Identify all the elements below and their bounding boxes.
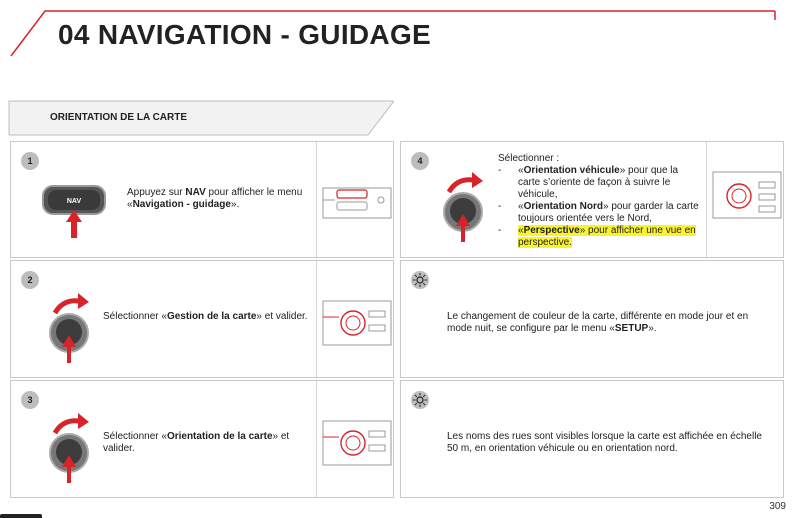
chapter-title: 04 NAVIGATION - GUIDAGE (58, 19, 432, 50)
tip-card-2 (400, 380, 784, 498)
radio-panel-thumbnail (706, 142, 783, 257)
corner-tab (0, 514, 42, 518)
section-heading (8, 100, 394, 136)
step-text (498, 153, 703, 249)
tip-icon (411, 271, 429, 289)
tip-card-1 (400, 260, 784, 378)
lightbulb-icon (411, 391, 429, 409)
section-title: ORIENTATION DE LA CARTE (50, 112, 188, 123)
step-number: 3 (21, 391, 39, 409)
radio-panel-icon (317, 142, 393, 257)
option-item: - «Orientation Nord» pour garder la carte toujours orientée vers le Nord, (498, 201, 703, 225)
option-item: - «Orientation véhicule» pour que la carte s’oriente de façon à suivre le véhicule, (498, 165, 703, 201)
chapter-header (10, 10, 776, 57)
rotary-knob-icon (439, 164, 489, 244)
step-number: 1 (21, 152, 39, 170)
tip-text: Les noms des rues sont visibles lorsque la carte est affichée en échelle 50 m, en orientation véhicule ou en orientation nord. (447, 431, 762, 454)
step-number: 4 (411, 152, 429, 170)
option-list (498, 165, 703, 249)
radio-panel-icon (317, 381, 393, 497)
step-number: 2 (21, 271, 39, 289)
radio-panel-thumbnail (316, 261, 393, 377)
nav-button-label: NAV (66, 198, 82, 205)
step-text: Sélectionner «Orientation de la carte» et valider. (103, 431, 290, 454)
option-item-highlighted: - «Perspective» pour afficher une vue en perspective. (498, 225, 703, 249)
nav-button-icon (41, 182, 111, 242)
step-text: Appuyez sur NAV pour afficher le menu «Navigation - guidage». (127, 187, 303, 210)
step-card-2 (10, 260, 394, 378)
radio-panel-icon (707, 142, 783, 257)
step-intro: Sélectionner : (498, 153, 560, 164)
step-text: Sélectionner «Gestion de la carte» et valider. (103, 311, 308, 322)
step-card-1 (10, 141, 394, 258)
rotary-knob-icon (45, 405, 95, 485)
radio-panel-thumbnail (316, 142, 393, 257)
lightbulb-icon (411, 271, 429, 289)
tip-text: Le changement de couleur de la carte, différente en mode jour et en mode nuit, se configure par le menu «SETUP». (447, 311, 749, 334)
rotary-knob-icon (45, 285, 95, 365)
step-card-4 (400, 141, 784, 258)
page-number: 309 (769, 501, 786, 512)
radio-panel-icon (317, 261, 393, 377)
step-card-3 (10, 380, 394, 498)
radio-panel-thumbnail (316, 381, 393, 497)
tip-icon (411, 391, 429, 409)
